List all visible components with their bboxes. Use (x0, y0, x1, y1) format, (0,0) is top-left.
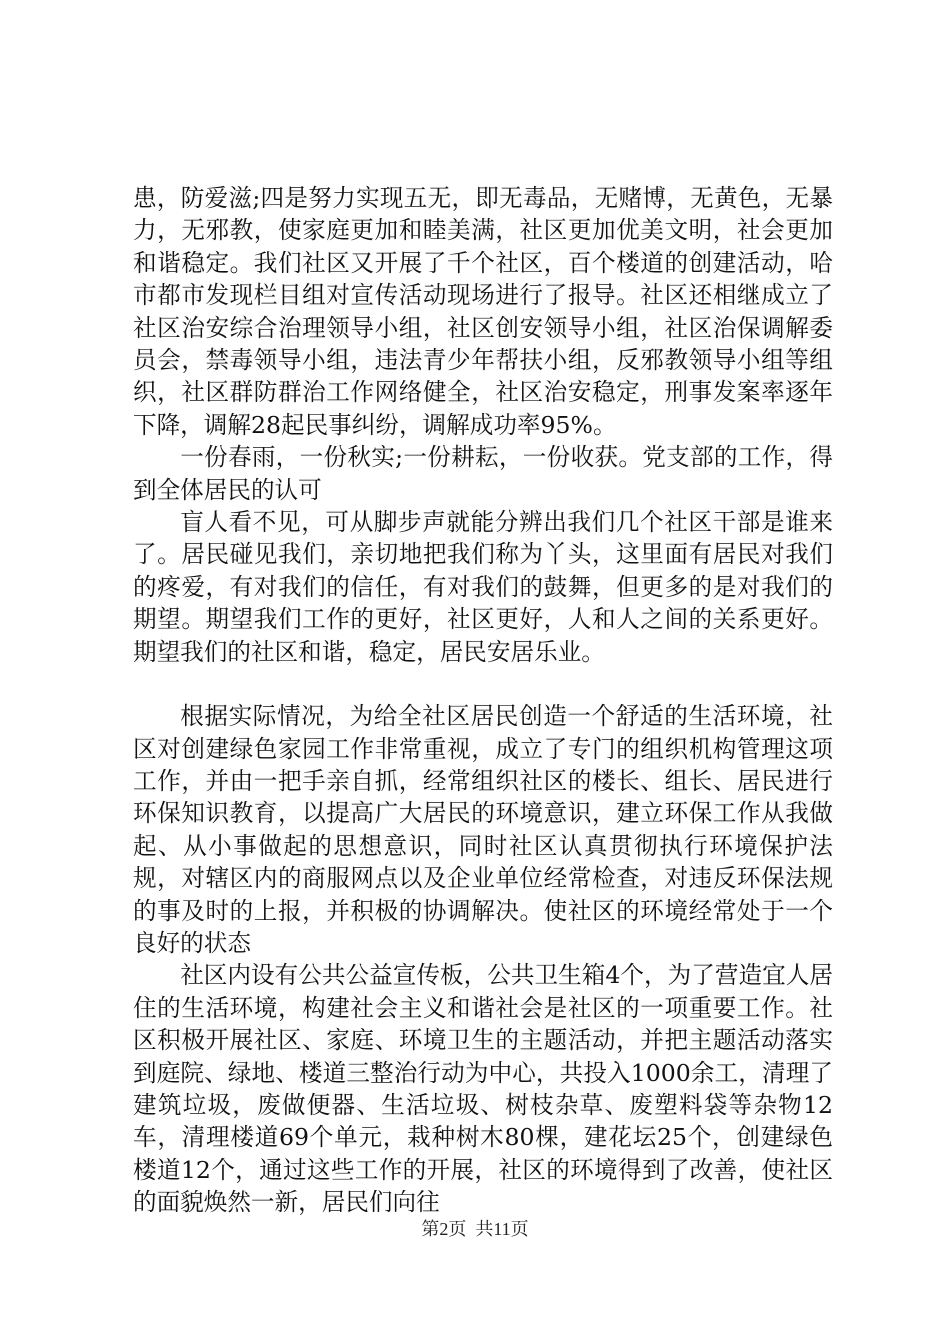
page-footer (0, 1218, 950, 1240)
page-total: 共11页 (475, 1219, 529, 1239)
document-body (133, 182, 833, 1219)
paragraph-5: 社区内设有公共公益宣传板，公共卫生箱4个，为了营造宜人居住的生活环境，构建社会主义和谐社会是社区的一项重要工作。社区积极开展社区、家庭、环境卫生的主题活动，并把主题活动落实到庭院、绿地、楼道三整治行动为中心，共投入1000余工，清理了建筑垃圾，废做便器、生活垃圾、树枝杂草、废塑料袋等杂物12车，清理楼道69个单元，栽种树木80棵，建花坛25个，创建绿色楼道12个，通过这些工作的开展，社区的环境得到了改善，使社区的面貌焕然一新，居民们向往 (133, 961, 833, 1217)
paragraph-1: 患，防爱滋;四是努力实现五无，即无毒品，无赌博，无黄色，无暴力，无邪教，使家庭更加和睦美满，社区更加优美文明，社会更加和谐稳定。我们社区又开展了千个社区，百个楼道的创建活动，哈市都市发现栏目组对宣传活动现场进行了报导。社区还相继成立了社区治安综合治理领导小组，社区创安领导小组，社区治保调解委员会，禁毒领导小组，违法青少年帮扶小组，反邪教领导小组等组织，社区群防群治工作网络健全，社区治安稳定，刑事发案率逐年下降，调解28起民事纠纷，调解成功率95%。 (133, 184, 833, 439)
paragraph-4: 根据实际情况，为给全社区居民创造一个舒适的生活环境，社区对创建绿色家园工作非常重视，成立了专门的组织机构管理这项工作，并由一把手亲自抓，经常组织社区的楼长、组长、居民进行环保知识教育，以提高广大居民的环境意识，建立环保工作从我做起、从小事做起的思想意识，同时社区认真贯彻执行环境保护法规，对辖区内的商服网点以及企业单位经常检查，对违反环保法规的事及时的上报，并积极的协调解决。使社区的环境经常处于一个良好的状态 (133, 702, 833, 957)
page-number: 第2页 (421, 1219, 467, 1239)
paragraph-3: 盲人看不见，可从脚步声就能分辨出我们几个社区干部是谁来了。居民碰见我们，亲切地把我们称为丫头，这里面有居民对我们的疼爱，有对我们的信任，有对我们的鼓舞，但更多的是对我们的期望。期望我们工作的更好，社区更好，人和人之间的关系更好。期望我们的社区和谐，稳定，居民安居乐业。 (133, 508, 833, 666)
paragraph-2: 一份春雨，一份秋实;一份耕耘，一份收获。党支部的工作，得到全体居民的认可 (133, 443, 833, 504)
